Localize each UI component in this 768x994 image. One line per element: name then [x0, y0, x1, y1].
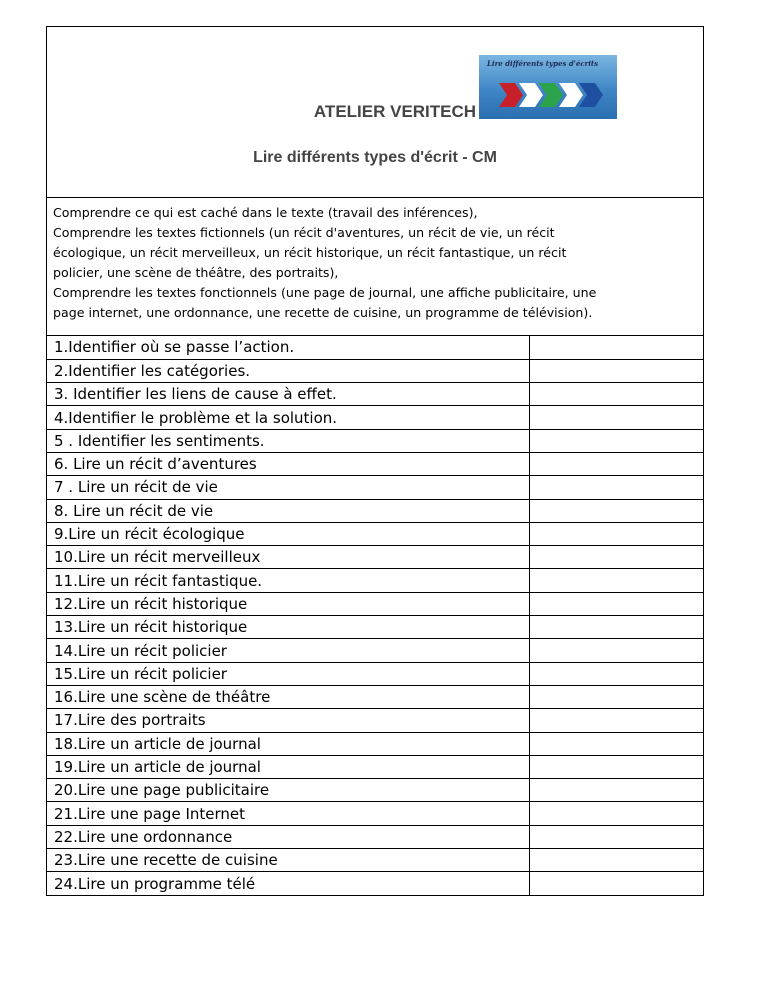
table-row — [47, 383, 703, 406]
table-row — [47, 732, 703, 755]
evaluation-cell[interactable] — [529, 755, 703, 778]
evaluation-cell[interactable] — [529, 616, 703, 639]
table-row — [47, 522, 703, 545]
worksheet-frame — [46, 26, 704, 896]
skill-label: 22.Lire une ordonnance — [47, 825, 529, 848]
table-row — [47, 802, 703, 825]
evaluation-cell[interactable] — [529, 709, 703, 732]
evaluation-cell[interactable] — [529, 359, 703, 382]
objective-line: Comprendre ce qui est caché dans le texte (travail des inférences), — [53, 205, 478, 220]
table-row — [47, 849, 703, 872]
evaluation-cell[interactable] — [529, 685, 703, 708]
skill-label: 16.Lire une scène de théâtre — [47, 685, 529, 708]
skill-label: 21.Lire une page Internet — [47, 802, 529, 825]
evaluation-cell[interactable] — [529, 662, 703, 685]
skill-label: 20.Lire une page publicitaire — [47, 779, 529, 802]
evaluation-cell[interactable] — [529, 522, 703, 545]
evaluation-cell[interactable] — [529, 476, 703, 499]
skill-label: 11.Lire un récit fantastique. — [47, 569, 529, 592]
skill-label: 23.Lire une recette de cuisine — [47, 849, 529, 872]
evaluation-cell[interactable] — [529, 569, 703, 592]
table-row — [47, 476, 703, 499]
page-subtitle: Lire différents types d'écrit - CM — [253, 149, 497, 166]
skills-table — [47, 336, 703, 895]
evaluation-cell[interactable] — [529, 779, 703, 802]
skill-label: 24.Lire un programme télé — [47, 872, 529, 895]
skill-label: 10.Lire un récit merveilleux — [47, 546, 529, 569]
skill-label: 8. Lire un récit de vie — [47, 499, 529, 522]
evaluation-cell[interactable] — [529, 336, 703, 359]
table-row — [47, 429, 703, 452]
worksheet-header — [47, 27, 703, 198]
objective-line: page internet, une ordonnance, une recette de cuisine, un programme de télévision). — [53, 305, 593, 320]
skill-label: 17.Lire des portraits — [47, 709, 529, 732]
skill-label: 2.Identifier les catégories. — [47, 359, 529, 382]
skill-label: 4.Identifier le problème et la solution. — [47, 406, 529, 429]
skill-label: 9.Lire un récit écologique — [47, 522, 529, 545]
table-row — [47, 709, 703, 732]
table-row — [47, 336, 703, 359]
skill-label: 18.Lire un article de journal — [47, 732, 529, 755]
logo-text: Lire différents types d'écrits — [487, 59, 599, 68]
objective-line: écologique, un récit merveilleux, un récit historique, un récit fantastique, un récit — [53, 245, 567, 260]
evaluation-cell[interactable] — [529, 592, 703, 615]
evaluation-cell[interactable] — [529, 499, 703, 522]
evaluation-cell[interactable] — [529, 429, 703, 452]
evaluation-cell[interactable] — [529, 406, 703, 429]
evaluation-cell[interactable] — [529, 639, 703, 662]
skill-label: 3. Identifier les liens de cause à effet. — [47, 383, 529, 406]
page-title: ATELIER VERITECH — [313, 102, 477, 121]
skill-label: 13.Lire un récit historique — [47, 616, 529, 639]
table-row — [47, 359, 703, 382]
table-row — [47, 406, 703, 429]
evaluation-cell[interactable] — [529, 383, 703, 406]
evaluation-cell[interactable] — [529, 546, 703, 569]
table-row — [47, 662, 703, 685]
table-row — [47, 685, 703, 708]
skill-label: 5 . Identifier les sentiments. — [47, 429, 529, 452]
evaluation-cell[interactable] — [529, 802, 703, 825]
skill-label: 15.Lire un récit policier — [47, 662, 529, 685]
skill-label: 1.Identifier où se passe l’action. — [54, 338, 295, 357]
skill-label: 14.Lire un récit policier — [47, 639, 529, 662]
table-row — [47, 755, 703, 778]
objective-line: Comprendre les textes fictionnels (un récit d'aventures, un récit de vie, un récit — [53, 225, 555, 240]
table-row — [47, 616, 703, 639]
objective-line: Comprendre les textes fonctionnels (une page de journal, une affiche publicitaire, une — [53, 285, 597, 300]
table-row — [47, 569, 703, 592]
objective-line: policier, une scène de théâtre, des portraits), — [53, 265, 339, 280]
table-row — [47, 779, 703, 802]
table-row — [47, 546, 703, 569]
table-row — [47, 499, 703, 522]
evaluation-cell[interactable] — [529, 452, 703, 475]
skill-label: 7 . Lire un récit de vie — [47, 476, 529, 499]
evaluation-cell[interactable] — [529, 849, 703, 872]
evaluation-cell[interactable] — [529, 872, 703, 895]
table-row — [47, 452, 703, 475]
skill-label: 19.Lire un article de journal — [47, 755, 529, 778]
evaluation-cell[interactable] — [529, 825, 703, 848]
evaluation-cell[interactable] — [529, 732, 703, 755]
objectives-block — [47, 198, 703, 336]
table-row — [47, 639, 703, 662]
table-row — [47, 872, 703, 895]
table-row — [47, 592, 703, 615]
skill-label: 6. Lire un récit d’aventures — [47, 452, 529, 475]
table-row — [47, 825, 703, 848]
skill-label: 12.Lire un récit historique — [47, 592, 529, 615]
